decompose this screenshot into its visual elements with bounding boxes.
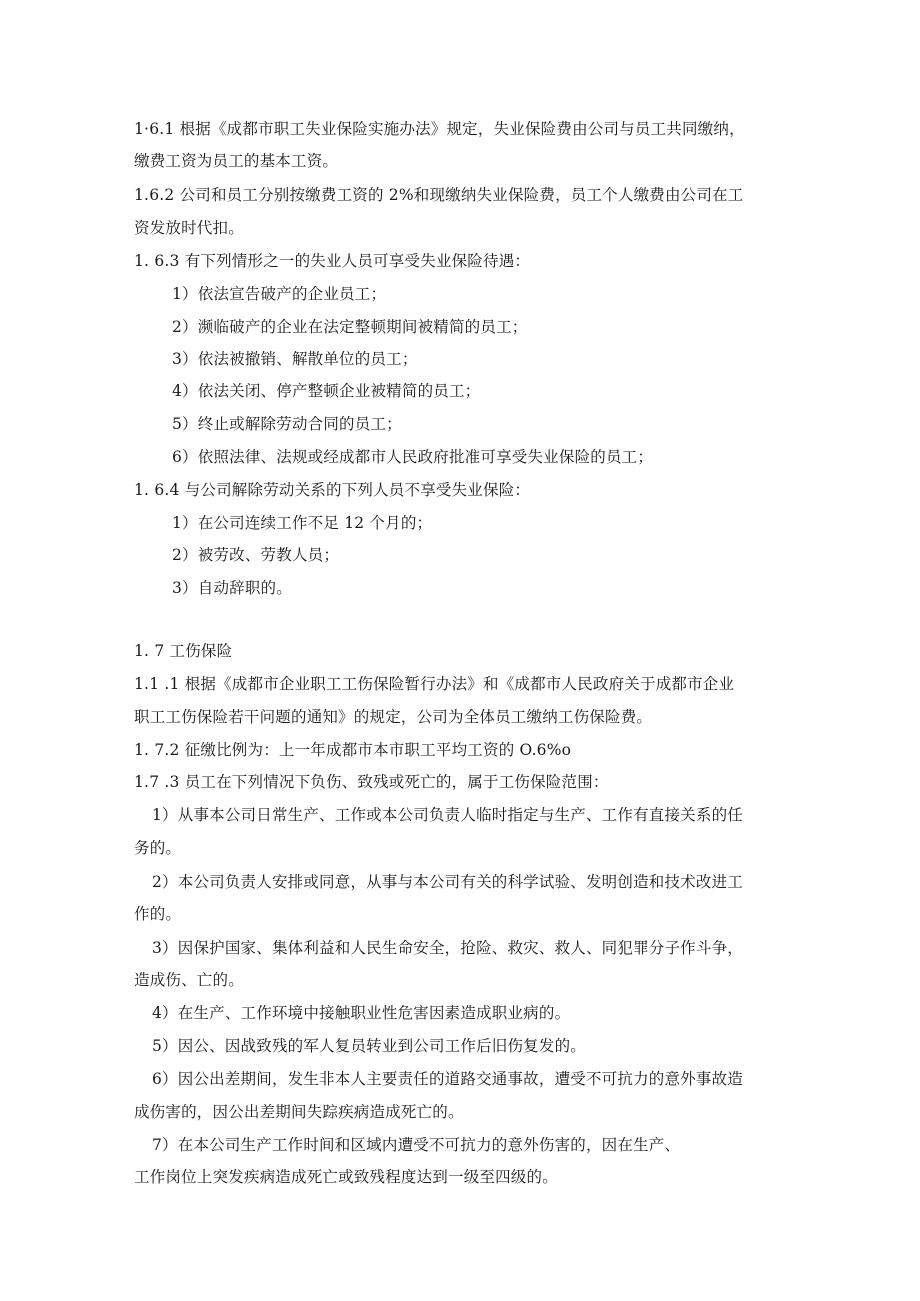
paragraph-1-7-1-line-1: 1.1 .1 根据《成都市企业职工工伤保险暂行办法》和《成都市人民政府关于成都市企业 [134, 675, 735, 693]
section-heading-1-7: 1. 7 工伤保险 [134, 642, 233, 660]
list-item-1-7-3-6-line-1: 6）因公出差期间，发生非本人主要责任的道路交通事故，遭受不可抗力的意外事故造 [152, 1070, 743, 1088]
list-item-1-7-3-7-line-2: 工作岗位上突发疾病造成死亡或致残程度达到一级至四级的。 [134, 1168, 558, 1186]
paragraph-1-6-4-title: 1. 6.4 与公司解除劳动关系的下列人员不享受失业保险： [134, 481, 531, 499]
list-item-1-6-4-3: 3）自动辞职的。 [172, 579, 292, 597]
paragraph-1-6-1-line-2: 缴费工资为员工的基本工资。 [134, 152, 339, 170]
list-item-1-6-3-2: 2）濒临破产的企业在法定整顿期间被精简的员工； [172, 318, 528, 336]
list-item-1-6-4-2: 2）被劳改、劳教人员； [172, 546, 340, 564]
paragraph-1-7-2: 1. 7.2 征缴比例为：上一年成都市本市职工平均工资的 O.6%o [134, 741, 572, 759]
paragraph-1-6-2-line-1: 1.6.2 公司和员工分别按缴费工资的 2%和现缴纳失业保险费，员工个人缴费由公司在工 [134, 186, 744, 204]
list-item-1-7-3-2-line-1: 2）本公司负责人安排或同意，从事与本公司有关的科学试验、发明创造和技术改进工 [152, 873, 743, 891]
list-item-1-7-3-5: 5）因公、因战致残的军人复员转业到公司工作后旧伤复发的。 [152, 1037, 586, 1055]
paragraph-1-6-3-title: 1. 6.3 有下列情形之一的失业人员可享受失业保险待遇： [134, 252, 531, 270]
list-item-1-6-4-1: 1）在公司连续工作不足 12 个月的； [172, 514, 433, 532]
list-item-1-7-3-4: 4）在生产、工作环境中接触职业性危害因素造成职业病的。 [152, 1004, 571, 1022]
list-item-1-7-3-1-line-2: 务的。 [134, 839, 182, 857]
list-item-1-6-3-1: 1）依法宣告破产的企业员工； [172, 285, 387, 303]
list-item-1-6-3-5: 5）终止或解除劳动合同的员工； [172, 415, 402, 433]
list-item-1-7-3-2-line-2: 作的。 [134, 905, 182, 923]
list-item-1-7-3-3-line-1: 3）因保护国家、集体利益和人民生命安全，抢险、救灾、救人、同犯罪分子作斗争， [152, 939, 743, 957]
paragraph-1-6-1-line-1: 1·6.1 根据《成都市职工失业保险实施办法》规定，失业保险费由公司与员工共同缴纳， [134, 120, 745, 138]
paragraph-1-7-1-line-2: 职工工伤保险若干问题的通知》的规定，公司为全体员工缴纳工伤保险费。 [134, 708, 653, 726]
list-item-1-6-3-6: 6）依照法律、法规或经成都市人民政府批准可享受失业保险的员工； [172, 448, 654, 466]
list-item-1-7-3-3-line-2: 造成伤、亡的。 [134, 971, 244, 989]
list-item-1-6-3-3: 3）依法被撤销、解散单位的员工； [172, 350, 418, 368]
paragraph-1-6-2-line-2: 资发放时代扣。 [134, 219, 244, 237]
list-item-1-7-3-1-line-1: 1）从事本公司日常生产、工作或本公司负责人临时指定与生产、工作有直接关系的任 [152, 806, 743, 824]
list-item-1-7-3-7-line-1: 7）在本公司生产工作时间和区域内遭受不可抗力的意外伤害的，因在生产、 [152, 1136, 681, 1154]
paragraph-1-7-3-title: 1.7 .3 员工在下列情况下负伤、致残或死亡的，属于工伤保险范围： [134, 773, 609, 791]
list-item-1-6-3-4: 4）依法关闭、停产整顿企业被精简的员工； [172, 382, 481, 400]
list-item-1-7-3-6-line-2: 成伤害的，因公出差期间失踪疾病造成死亡的。 [134, 1103, 464, 1121]
